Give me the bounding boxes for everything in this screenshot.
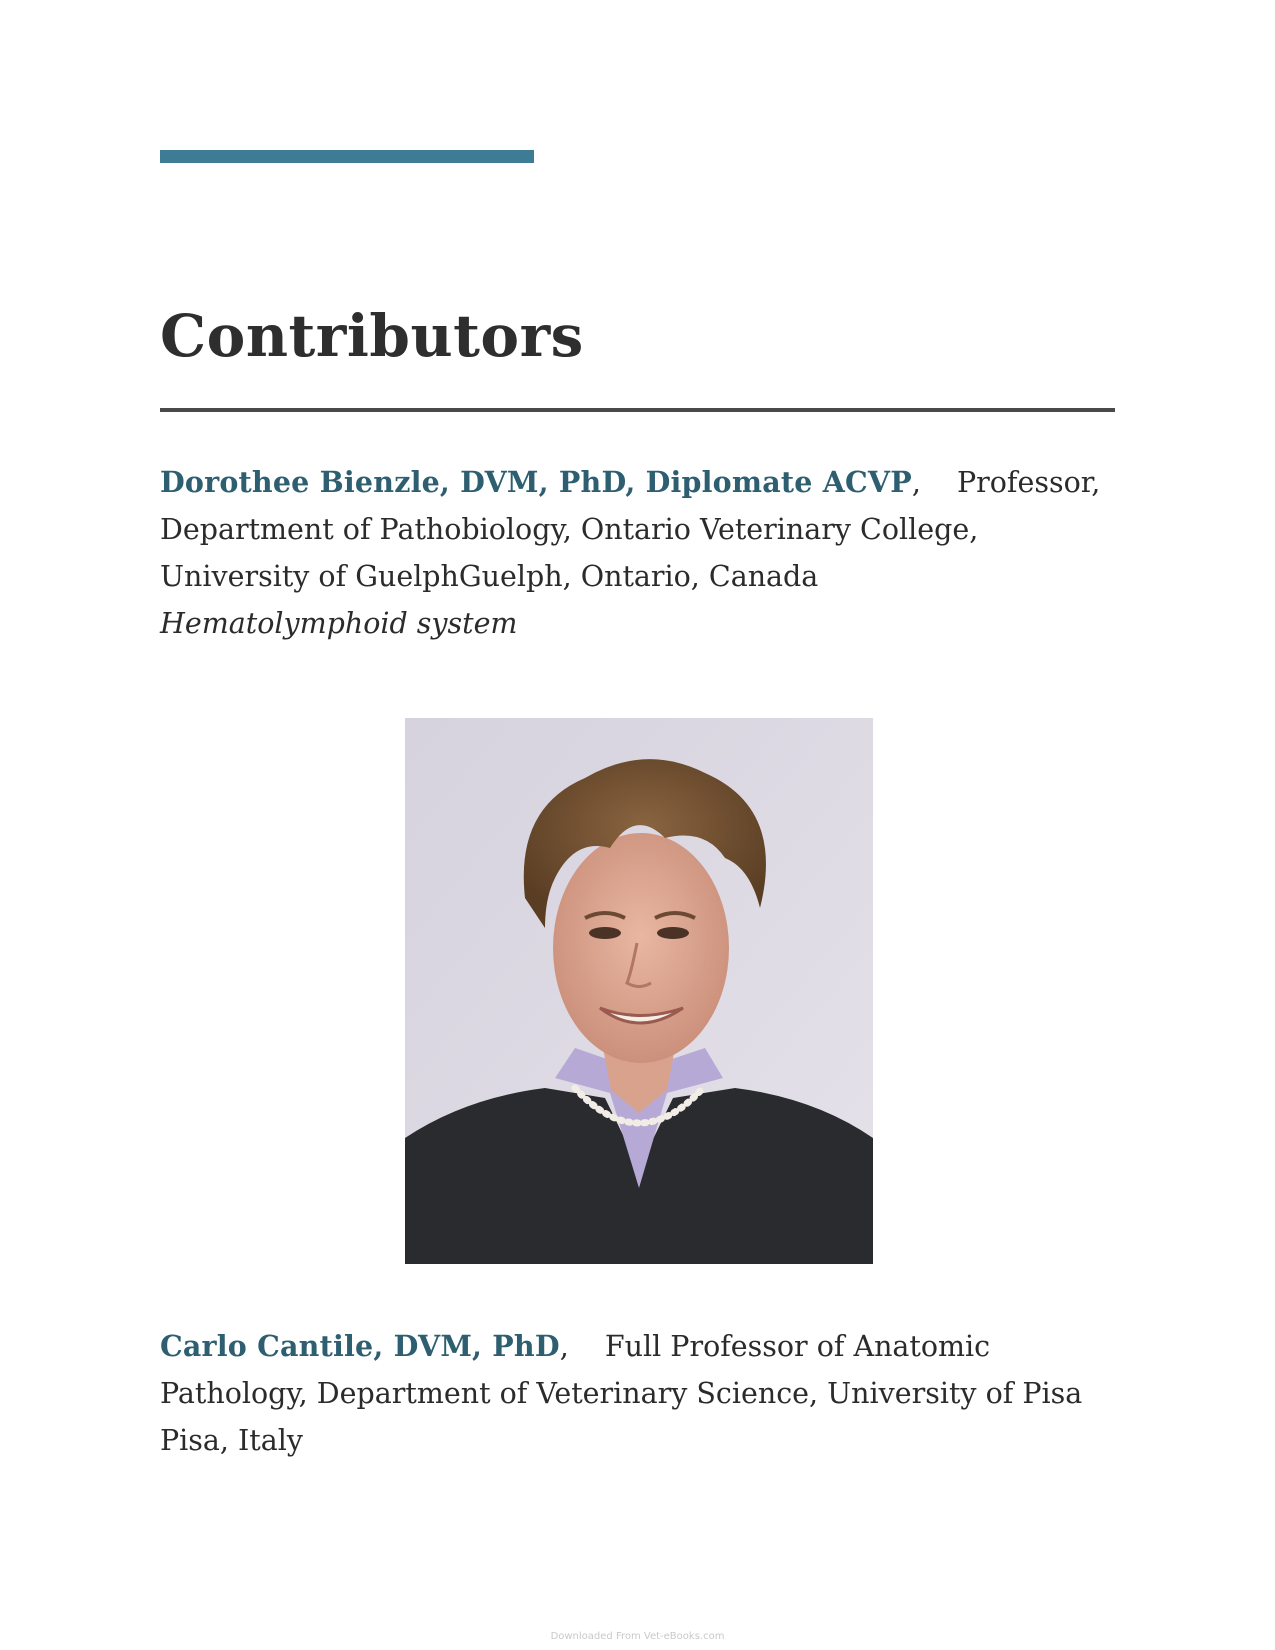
contributor-affiliation: Professor, Department of Pathobiology, Ontario Veterinary College, University of GuelphGuelph, Ontario, Canada — [160, 466, 1101, 593]
contributor-entry — [160, 1323, 1120, 1464]
contributor-affiliation: Full Professor of Anatomic Pathology, Department of Veterinary Science, University of Pisa Pisa, Italy — [160, 1330, 1083, 1457]
download-watermark: Downloaded From Vet-eBooks.com — [550, 1631, 725, 1642]
contributor-name: Dorothee Bienzle, DVM, PhD, Diplomate ACVP — [160, 465, 912, 499]
title-divider — [160, 408, 1115, 412]
name-separator: , — [911, 466, 921, 499]
name-separator: , — [559, 1330, 569, 1363]
page-title: Contributors — [160, 302, 584, 370]
accent-bar — [160, 150, 534, 163]
contributor-name: Carlo Cantile, DVM, PhD — [160, 1329, 560, 1363]
contributor-portrait-photo — [405, 718, 873, 1264]
contributor-entry — [160, 459, 1120, 647]
contributor-section: Hematolymphoid system — [160, 607, 518, 640]
